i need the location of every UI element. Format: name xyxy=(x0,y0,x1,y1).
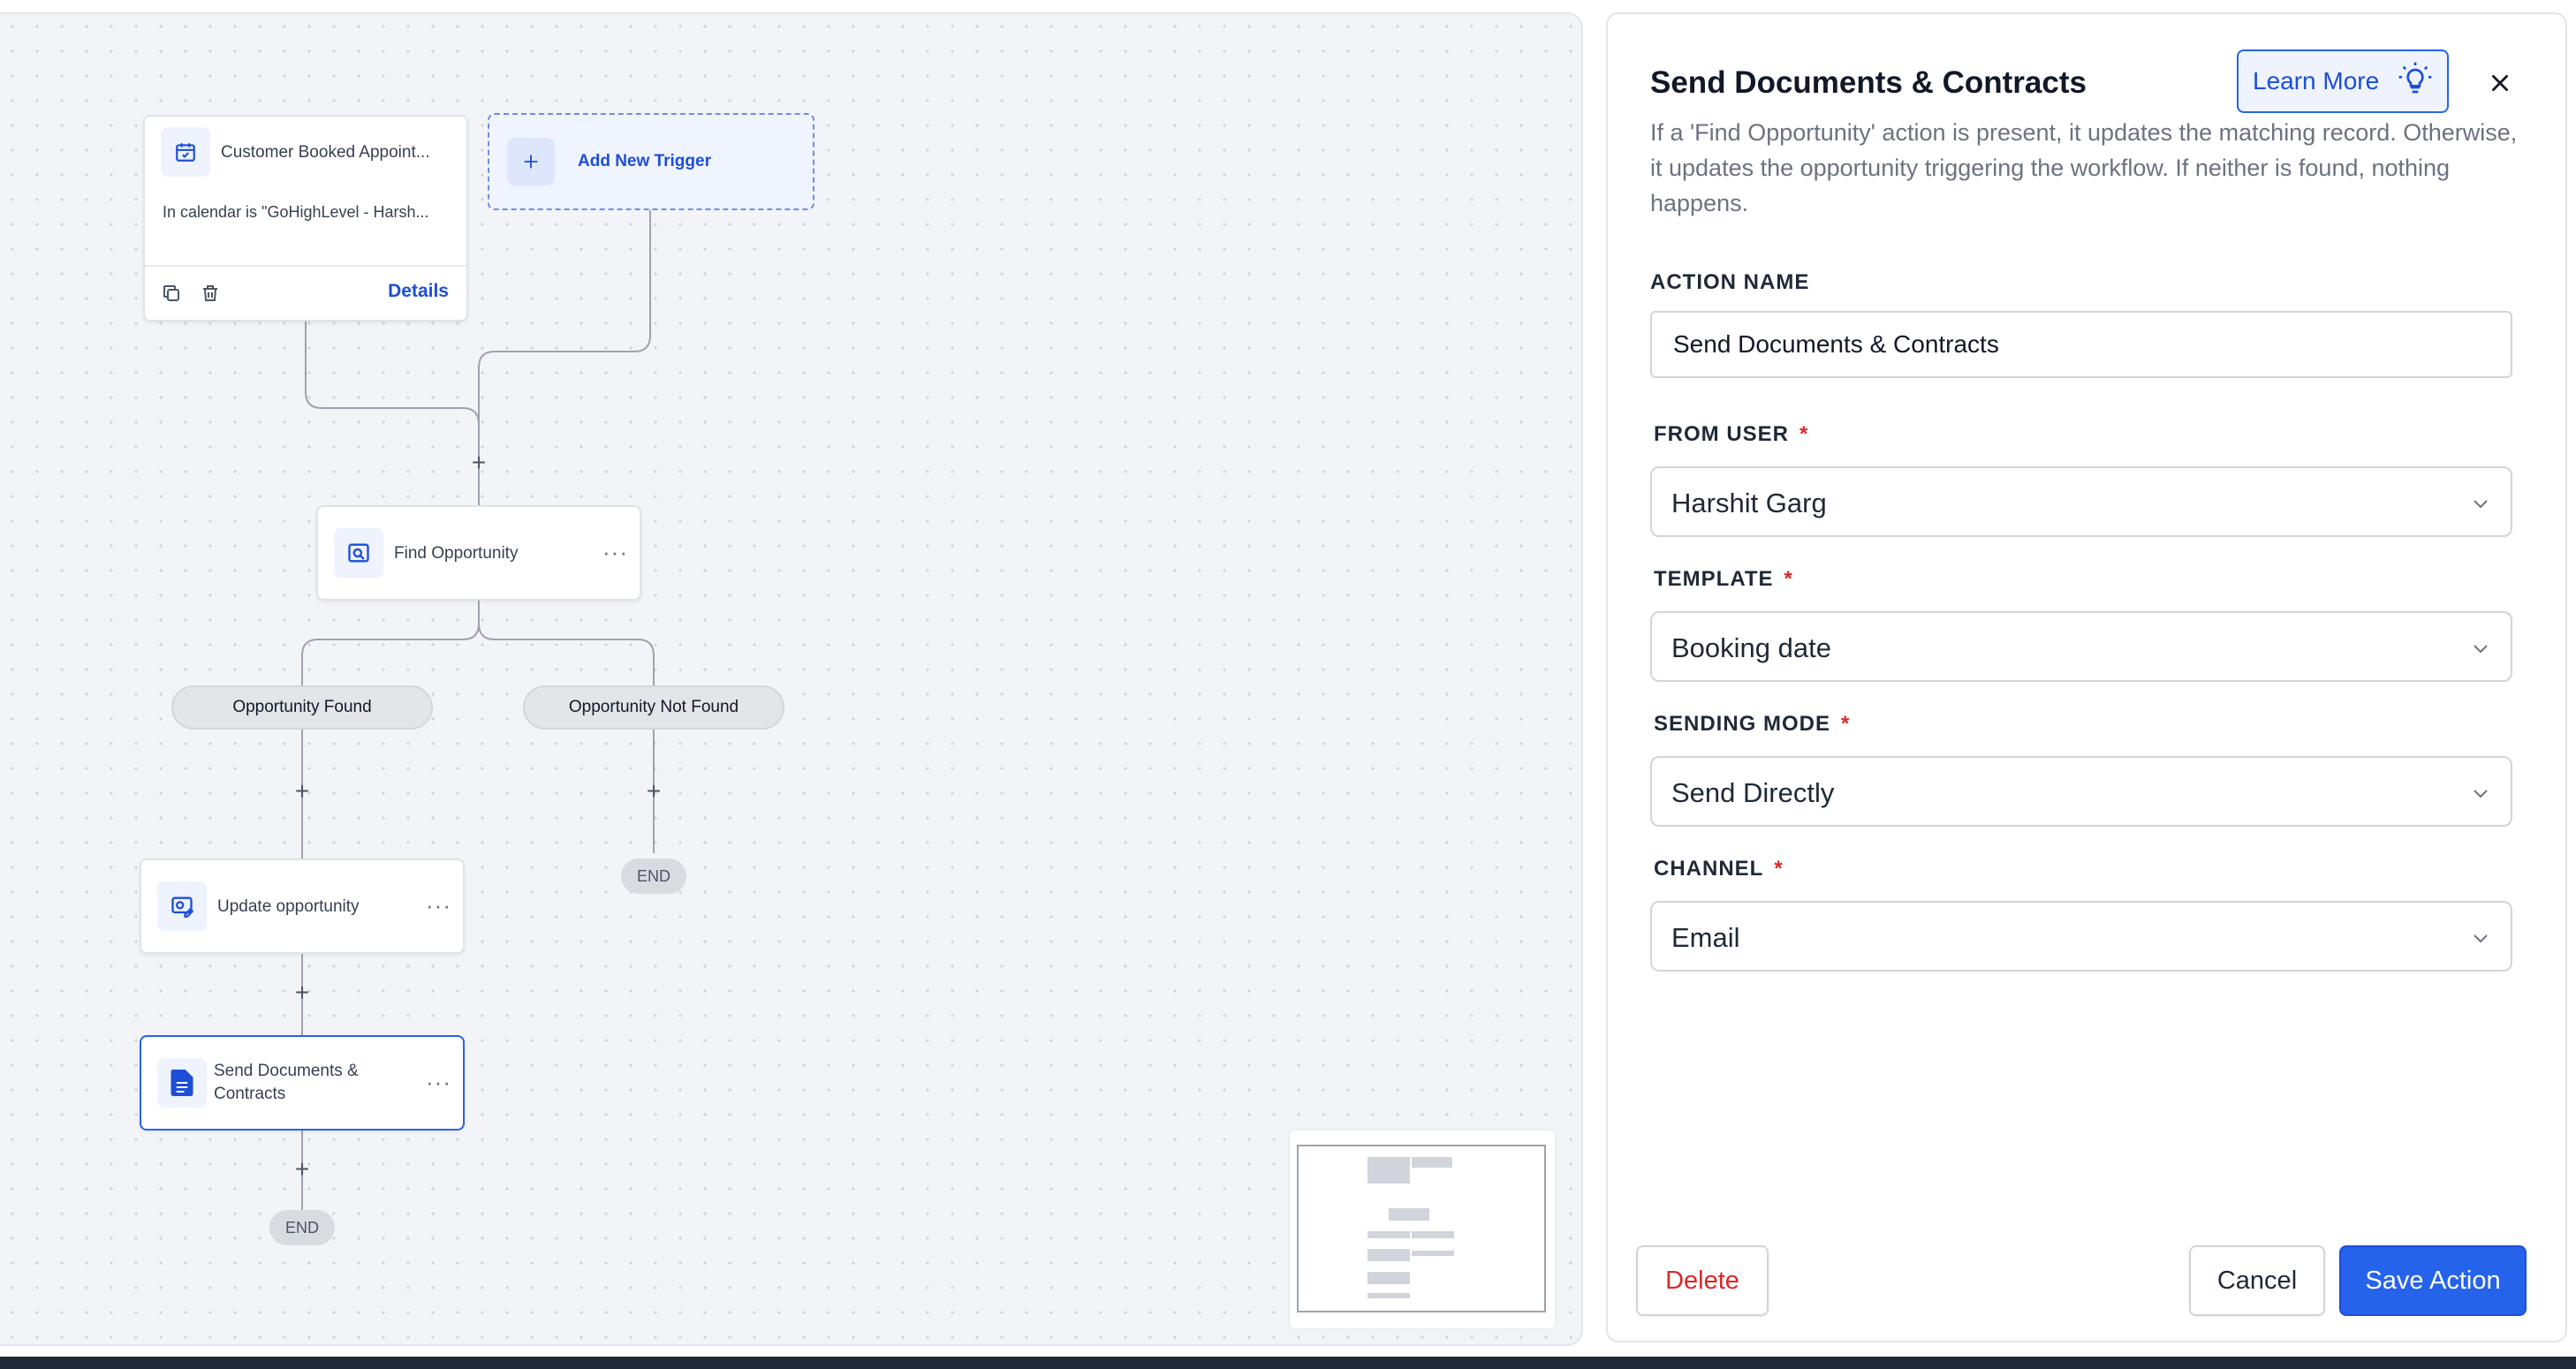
copy-icon[interactable] xyxy=(161,283,182,308)
minimap-node xyxy=(1412,1251,1454,1256)
action-name-input[interactable] xyxy=(1650,311,2512,378)
chevron-down-icon xyxy=(2470,493,2491,518)
add-step-plus[interactable]: + xyxy=(294,777,310,805)
divider xyxy=(145,265,466,267)
add-step-plus[interactable]: + xyxy=(294,979,310,1006)
minimap-node xyxy=(1368,1272,1410,1284)
required-mark: * xyxy=(1774,857,1784,881)
required-mark: * xyxy=(1784,567,1793,591)
minimap-viewport xyxy=(1297,1145,1546,1312)
document-icon xyxy=(157,1058,207,1108)
node-label: Find Opportunity xyxy=(394,544,519,563)
channel-label xyxy=(1654,857,1784,881)
node-send-documents[interactable] xyxy=(140,1035,465,1131)
delete-button[interactable]: Delete xyxy=(1636,1245,1769,1316)
from-user-value: Harshit Garg xyxy=(1671,488,1827,518)
minimap-node xyxy=(1368,1249,1410,1261)
template-label-text: TEMPLATE xyxy=(1654,567,1774,591)
save-action-button[interactable]: Save Action xyxy=(2339,1245,2527,1316)
close-icon[interactable] xyxy=(2482,65,2518,101)
end-marker: END xyxy=(621,858,686,894)
trigger-title: Customer Booked Appoint... xyxy=(221,143,430,162)
minimap-node xyxy=(1412,1157,1452,1168)
end-marker: END xyxy=(269,1210,335,1245)
from-user-label xyxy=(1654,422,1808,447)
required-mark: * xyxy=(1799,422,1809,446)
node-label-line1: Send Documents & xyxy=(214,1062,359,1080)
add-trigger-label: Add New Trigger xyxy=(578,152,711,170)
branch-opportunity-not-found[interactable]: Opportunity Not Found xyxy=(523,685,784,730)
calendar-check-icon xyxy=(161,127,210,177)
details-link[interactable]: Details xyxy=(388,281,449,301)
template-label xyxy=(1654,567,1793,592)
edit-record-icon xyxy=(157,881,207,931)
channel-select[interactable] xyxy=(1650,901,2512,972)
learn-more-label: Learn More xyxy=(2253,67,2380,95)
more-options-icon[interactable]: ··· xyxy=(426,1069,451,1095)
search-record-icon xyxy=(334,528,383,578)
action-settings-panel xyxy=(1606,12,2567,1343)
sending-mode-label xyxy=(1654,712,1850,737)
trigger-filter: In calendar is "GoHighLevel - Harsh... xyxy=(163,203,429,221)
channel-value: Email xyxy=(1671,922,1740,953)
panel-description: If a 'Find Opportunity' action is present, it updates the matching record. Otherwise, it updates the opportunity triggering the workflow. If neither is found, nothing happens. xyxy=(1650,119,2518,216)
node-update-opportunity[interactable] xyxy=(140,858,465,954)
minimap-node xyxy=(1389,1208,1429,1221)
action-name-label: ACTION NAME xyxy=(1650,270,1810,294)
workflow-canvas[interactable] xyxy=(0,12,1583,1346)
chevron-down-icon xyxy=(2470,638,2491,663)
trash-icon[interactable] xyxy=(200,283,221,308)
panel-title: Send Documents & Contracts xyxy=(1650,65,2087,100)
minimap-node xyxy=(1368,1293,1410,1298)
node-find-opportunity[interactable] xyxy=(316,505,641,601)
learn-more-button[interactable] xyxy=(2237,49,2449,113)
branch-opportunity-found[interactable]: Opportunity Found xyxy=(171,685,433,730)
plus-icon xyxy=(507,138,555,185)
sending-mode-label-text: SENDING MODE xyxy=(1654,712,1831,736)
add-step-plus[interactable]: + xyxy=(471,449,487,476)
chevron-down-icon xyxy=(2470,927,2491,953)
template-value: Booking date xyxy=(1671,632,1831,663)
add-new-trigger-button[interactable] xyxy=(488,113,814,210)
more-options-icon[interactable]: ··· xyxy=(426,892,451,919)
from-user-label-text: FROM USER xyxy=(1654,422,1789,446)
from-user-select[interactable] xyxy=(1650,466,2512,537)
bottom-strip xyxy=(0,1357,2576,1369)
minimap-node xyxy=(1412,1231,1454,1238)
template-select[interactable] xyxy=(1650,611,2512,682)
node-label: Update opportunity xyxy=(217,897,360,916)
add-step-plus[interactable]: + xyxy=(646,777,662,805)
minimap[interactable] xyxy=(1290,1131,1555,1328)
more-options-icon[interactable]: ··· xyxy=(602,539,628,565)
lightbulb-icon xyxy=(2398,61,2433,102)
add-step-plus[interactable]: + xyxy=(294,1155,310,1183)
sending-mode-select[interactable] xyxy=(1650,756,2512,827)
sending-mode-value: Send Directly xyxy=(1671,777,1835,808)
minimap-node xyxy=(1368,1157,1410,1184)
trigger-card-customer-booked[interactable] xyxy=(143,115,468,321)
channel-label-text: CHANNEL xyxy=(1654,857,1764,881)
chevron-down-icon xyxy=(2470,783,2491,808)
minimap-node xyxy=(1368,1231,1410,1238)
cancel-button[interactable]: Cancel xyxy=(2189,1245,2325,1316)
node-label-line2: Contracts xyxy=(214,1085,286,1103)
required-mark: * xyxy=(1841,712,1851,736)
